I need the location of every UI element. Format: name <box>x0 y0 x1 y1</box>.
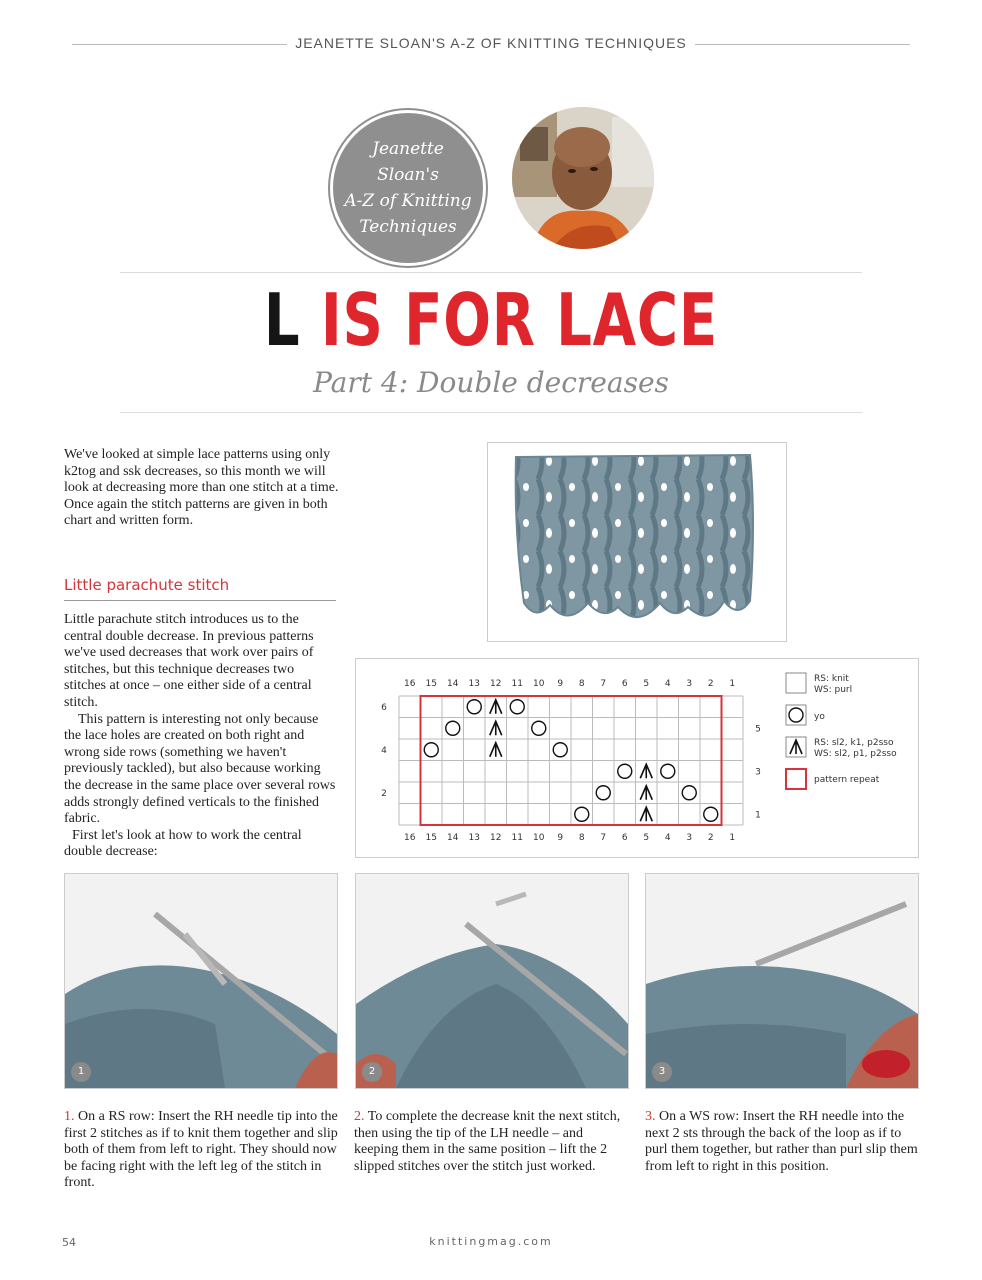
chart-col-number: 10 <box>533 833 545 843</box>
section-heading: Little parachute stitch <box>64 576 230 594</box>
footer-website: knittingmag.com <box>429 1235 553 1248</box>
legend-knit-rs: RS: knit <box>814 674 849 684</box>
double-decrease-symbol <box>640 786 652 800</box>
step-photo-1 <box>64 873 338 1089</box>
double-decrease-symbol <box>490 743 502 757</box>
section-body <box>64 612 338 861</box>
chart-col-number: 1 <box>729 833 736 843</box>
chart-col-number: 3 <box>686 679 693 689</box>
step-caption-number: 1. <box>64 1109 75 1124</box>
chart-col-number: 13 <box>468 833 480 843</box>
section-paragraph: This pattern is interesting not only because the lace holes are created on both right and wrong side rows (something we haven't previously tackled), but also because working the decrease in the same place over several rows adds strongly defined verticals to the finished fabric. <box>64 711 336 827</box>
badge-line: Jeanette <box>372 139 444 159</box>
chart-col-number: 7 <box>600 833 607 843</box>
title-rule-bottom <box>120 412 862 413</box>
yo-symbol <box>424 743 438 757</box>
page-title <box>108 278 874 362</box>
badge-line: Sloan's <box>377 165 439 185</box>
yo-symbol <box>532 721 546 735</box>
yo-symbol <box>596 786 610 800</box>
chart-row-number: 4 <box>381 745 387 756</box>
chart-col-number: 2 <box>707 833 714 843</box>
page-number: 54 <box>62 1236 76 1249</box>
chart-col-number: 4 <box>664 833 671 843</box>
yo-symbol <box>553 743 567 757</box>
running-header: JEANETTE SLOAN'S A-Z OF KNITTING TECHNIQUES <box>0 35 982 51</box>
chart-col-number: 3 <box>686 833 693 843</box>
chart-row-number: 6 <box>381 702 387 713</box>
section-paragraph: First let's look at how to work the central double decrease: <box>64 827 302 860</box>
chart-col-number: 9 <box>557 833 564 843</box>
chart-col-number: 10 <box>533 679 545 689</box>
yo-symbol <box>661 764 675 778</box>
double-decrease-symbol <box>640 807 652 821</box>
step-caption-2 <box>354 1109 629 1175</box>
chart-col-number: 6 <box>621 833 628 843</box>
yo-symbol <box>618 764 632 778</box>
chart-row-number: 3 <box>755 767 761 778</box>
chart-col-number: 2 <box>707 679 714 689</box>
chart-row-number: 5 <box>755 724 761 735</box>
lace-chart <box>356 659 918 857</box>
step-number-badge: 3 <box>652 1062 672 1082</box>
section-paragraph: Little parachute stitch introduces us to the central double decrease. In previous patterns we've used decreases that work over pairs of stitches, but this technique decreases two stitches at once – one either side of a central stitch. <box>64 612 314 710</box>
chart-col-number: 16 <box>404 833 416 843</box>
title-rest: IS FOR LACE <box>320 278 719 362</box>
legend-dec-rs: RS: sl2, k1, p2sso <box>814 738 894 748</box>
yo-symbol <box>510 700 524 714</box>
chart-col-number: 15 <box>425 679 437 689</box>
step-caption-text: On a WS row: Insert the RH needle into the next 2 sts through the back of the loop as if to purl them together, but rather than purl slip them from left to right in this position. <box>645 1109 918 1174</box>
step-caption-3 <box>645 1109 920 1175</box>
chart-col-number: 15 <box>425 833 437 843</box>
author-photo <box>512 107 654 249</box>
step-caption-number: 2. <box>354 1109 365 1124</box>
legend-knit-ws: WS: purl <box>814 685 853 695</box>
step-caption-1 <box>64 1109 339 1192</box>
legend-dec-ws: WS: sl2, p1, p2sso <box>814 749 897 759</box>
legend-yo-label: yo <box>814 712 825 722</box>
chart-col-number: 7 <box>600 679 607 689</box>
yo-symbol <box>704 807 718 821</box>
yo-symbol <box>446 721 460 735</box>
badge-line: A-Z of Knitting <box>344 191 472 211</box>
intro-paragraph: We've looked at simple lace patterns using only k2tog and ssk decreases, so this month we will look at decreasing more than one stitch at a time. Once again the stitch patterns are given in both chart and written form. <box>64 447 339 529</box>
chart-col-number: 4 <box>664 679 671 689</box>
chart-col-number: 12 <box>490 679 502 689</box>
chart-col-number: 5 <box>643 833 650 843</box>
chart-col-number: 11 <box>511 833 523 843</box>
yo-symbol <box>575 807 589 821</box>
chart-col-number: 8 <box>578 679 585 689</box>
chart-col-number: 14 <box>447 679 459 689</box>
chart-col-number: 14 <box>447 833 459 843</box>
chart-col-number: 13 <box>468 679 480 689</box>
legend-repeat-swatch <box>786 769 806 789</box>
step-caption-text: To complete the decrease knit the next stitch, then using the tip of the LH needle – and keeping them in the same position – lift the 2 slipped stitches over the stitch just worked. <box>354 1109 621 1174</box>
chart-col-number: 12 <box>490 833 502 843</box>
legend-knit-swatch <box>786 673 806 693</box>
yo-symbol <box>682 786 696 800</box>
step-caption-number: 3. <box>645 1109 656 1124</box>
yo-symbol <box>467 700 481 714</box>
chart-row-number: 1 <box>755 810 761 821</box>
chart-col-number: 8 <box>578 833 585 843</box>
lace-chart-panel <box>355 658 919 858</box>
step-number-badge: 1 <box>71 1062 91 1082</box>
badge-line: Techniques <box>359 217 457 237</box>
page-subtitle: Part 4: Double decreases <box>313 366 669 399</box>
lace-swatch-photo <box>487 442 787 642</box>
title-rule-top <box>120 272 862 273</box>
title-letter: L <box>263 278 301 362</box>
chart-col-number: 11 <box>511 679 523 689</box>
step-number-badge: 2 <box>362 1062 382 1082</box>
chart-col-number: 16 <box>404 679 416 689</box>
double-decrease-symbol <box>490 700 502 714</box>
chart-col-number: 1 <box>729 679 736 689</box>
chart-col-number: 5 <box>643 679 650 689</box>
chart-row-number: 2 <box>381 788 387 799</box>
double-decrease-symbol <box>490 721 502 735</box>
section-rule <box>64 600 336 601</box>
step-photo-2 <box>355 873 629 1089</box>
series-badge <box>330 110 486 266</box>
legend-repeat-label: pattern repeat <box>814 775 880 785</box>
step-caption-text: On a RS row: Insert the RH needle tip into the first 2 stitches as if to knit them together and slip both of them from left to right. They should now be facing right with the left leg of the stitch in front. <box>64 1109 338 1191</box>
double-decrease-symbol <box>640 764 652 778</box>
chart-col-number: 9 <box>557 679 564 689</box>
chart-col-number: 6 <box>621 679 628 689</box>
step-photo-3 <box>645 873 919 1089</box>
